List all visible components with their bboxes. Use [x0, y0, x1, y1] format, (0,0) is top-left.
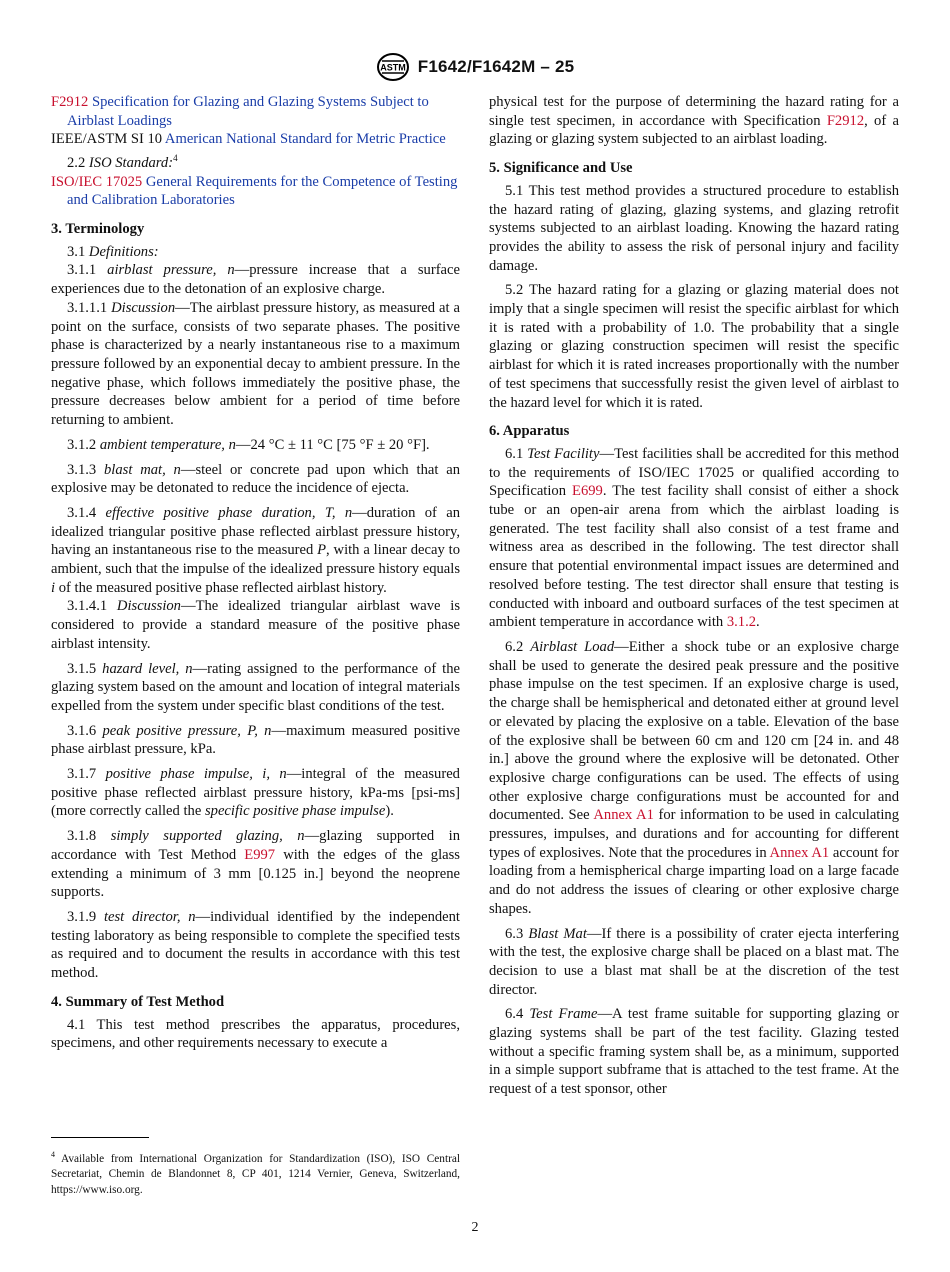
para-3-1-5: 3.1.5 hazard level, n—rating assigned to the performance of the glazing system based on the amount and location of integral materials expelled from the system under specific blast conditions of the test.: [51, 660, 460, 714]
para-3-1-1-1: 3.1.1.1 Discussion—The airblast pressure history, as measured at a point on the surface, consists of two separate phases. The positive phase is characterized by a nearly instantaneous rise to a maximum pressure followed by an exponential decay to ambient pressure. In the negative phase, which follows immediately the positive phase, the pressure decreases below ambient for a period of time before returning to ambient.: [51, 299, 460, 429]
para-3-1-6: 3.1.6 peak positive pressure, P, n—maximum measured positive phase airblast pressure, kPa.: [51, 722, 460, 758]
para-5-1: 5.1 This test method provides a structured procedure to establish the hazard rating of glazing, glazing systems, and glazing retrofit systems subjected to an airblast loading. Knowing the hazard rating provides the ability to assess the risk of personal injury and facility damage.: [489, 182, 899, 274]
page-number: 2: [471, 1220, 479, 1235]
ref-code-link[interactable]: ISO/IEC 17025: [51, 173, 143, 190]
link-e699[interactable]: E699: [572, 483, 603, 500]
para-6-4: 6.4 Test Frame—A test frame suitable for supporting glazing or glazing systems shall be part of the test facility. Glazing tested without a specific framing system shall be, as a minimum, supported in a simple support subframe that is attached to the test frame. At the request of a test sponsor, other: [489, 1006, 900, 1098]
link-3-1-2[interactable]: 3.1.2: [726, 614, 757, 631]
section-heading-apparatus: 6. Apparatus: [489, 423, 570, 440]
para-6-3: 6.3 Blast Mat—If there is a possibility of crater ejecta interfering with the test, the explosive charge shall be placed on a blast mat. The decision to use a blast mat shall be at the discretion of the test director.: [489, 925, 899, 998]
reference-si10: [51, 130, 460, 149]
para-3-1-8: 3.1.8 simply supported glazing, n—glazing supported in accordance with Test Method E997 with the edges of the glass extending a minimum of 3 mm [0.125 in.] beyond the neoprene supports.: [51, 828, 460, 901]
link-f2912[interactable]: F2912: [826, 112, 865, 129]
para-4-1-continued: physical test for the purpose of determining the hazard rating for a single test specimen, in accordance with Specification F2912, of a glazing or glazing system subjected to an airblast loading.: [489, 94, 899, 148]
page-header: [0, 52, 950, 87]
logo-text: ASTM: [380, 62, 406, 73]
right-column: [489, 93, 899, 1099]
para-3-1-2: 3.1.2 ambient temperature, n—24 °C ± 11 °C [75 °F ± 20 °F].: [67, 436, 430, 453]
ref-title-link[interactable]: Specification for Glazing and Glazing Systems Subject to Airblast Loadings: [67, 94, 429, 129]
para-5-2: 5.2 The hazard rating for a glazing or glazing material does not imply that a single specimen will resist the specific airblast for which it is rated with a probability of 1.0. The probability that a single glazing or glazing construction specimen will resist the specific airblast for which it is rated increases proportionally with the number of test specimens that successfully resist the given level of airblast to the hazard level for which it is rated.: [489, 282, 899, 411]
para-3-1: 3.1 Definitions:: [67, 243, 159, 260]
para-3-1-3: 3.1.3 blast mat, n—steel or concrete pad upon which that an explosive may be detonated to reduce the incidence of ejecta.: [51, 461, 460, 497]
standard-designation: F1642/F1642M – 25: [417, 57, 575, 76]
para-3-1-4-1: 3.1.4.1 Discussion—The idealized triangular airblast wave is considered to provide a standard measure of the positive phase airblast intensity.: [51, 598, 460, 652]
footnote-number: 4: [51, 1150, 55, 1159]
ref-title-link[interactable]: General Requirements for the Competence of Testing and Calibration Laboratories: [67, 173, 458, 209]
reference-iso17025: [51, 173, 460, 210]
iso-standard-heading: 2.2 ISO Standard:$^4$: [67, 153, 178, 171]
para-3-1-4: 3.1.4 effective positive phase duration, T, n—duration of an idealized triangular positive phase reflected airblast pressure history, having an instantaneous rise to the measured P, with a linear decay to ambient, such that the impulse of the idealized pressure history equals i of the measured positive phase reflected airblast history.: [51, 504, 460, 596]
para-3-1-1: 3.1.1 airblast pressure, n—pressure increase that a surface experiences due to the detonation of an explosive charge.: [51, 262, 460, 298]
link-e997[interactable]: E997: [244, 846, 276, 863]
section-heading-terminology: 3. Terminology: [51, 221, 145, 238]
link-annex-a1[interactable]: Annex A1: [593, 807, 654, 824]
link-annex-a1[interactable]: Annex A1: [769, 844, 830, 861]
footnote-text: Available from International Organization for Standardization (ISO), ISO Central Secretariat, Chemin de Blandonnet 8, CP 401, 1214 Vernier, Geneva, Switzerland, https://www.iso.org.: [51, 1152, 460, 1196]
para-3-1-7: 3.1.7 positive phase impulse, i, n—integral of the measured positive phase reflected airblast pressure history, kPa-ms [psi-ms] (more correctly called the specific positive phase impulse).: [51, 766, 460, 820]
left-column: [51, 93, 460, 1053]
footnote-divider: [51, 1137, 149, 1138]
para-6-1: 6.1 Test Facility—Test facilities shall be accredited for this method to the requirements of ISO/IEC 17025 or qualified according to Specification E699. The test facility shall consist of either a shock tube or an open-air arena from which the airblast loading is generated. The test facility shall also consist of a test frame and witness area as described in the following. The test director shall ensure that potential environmental impact issues are determined and resolved before testing. The test director shall ensure that testing is conducted with inboard and outboard surfaces of the test specimen at ambient temperature in accordance with 3.1.2.: [489, 445, 899, 631]
para-4-1: 4.1 This test method prescribes the apparatus, procedures, specimens, and other requirements necessary to execute a: [51, 1016, 460, 1052]
para-3-1-9: 3.1.9 test director, n—individual identified by the independent testing laboratory as being responsible to complete the specified tests as required and to document the results in accordance with this test method.: [51, 908, 460, 982]
ref-code: IEEE/ASTM SI 10: [51, 131, 163, 148]
para-6-2: 6.2 Airblast Load—Either a shock tube or an explosive charge shall be used to generate the desired peak pressure and the positive phase impulse on the test specimen. If an explosive charge is used, the charge shall be hemispherical and detonated either at ground level or elevated by placing the explosive on a table. Elevation of the base of the explosive shall be between 60 cm and 120 cm [24 in. and 48 in.] above the ground where the explosive will be detonated. Other explosive charge configurations can be used. The effects of using other explosive charge configurations must be accounted for and documented. See Annex A1 for information to be used in calculating pressures, impulses, and durations and for accounting for different types of explosives. Note that the procedures in Annex A1 account for loading from a hemispherical charge imparting load on a large facade and do not address the issues of clearing or other explosive charge shapes.: [489, 638, 900, 917]
reference-f2912: [51, 93, 460, 130]
ref-code-link[interactable]: F2912: [51, 94, 89, 110]
ref-title-link[interactable]: American National Standard for Metric Practice: [164, 131, 446, 148]
section-heading-summary: 4. Summary of Test Method: [51, 993, 225, 1010]
section-heading-significance: 5. Significance and Use: [489, 160, 633, 177]
astm-logo-icon: [376, 52, 410, 82]
footnote-ref[interactable]: 4: [173, 153, 178, 164]
footnote: [51, 1147, 460, 1199]
